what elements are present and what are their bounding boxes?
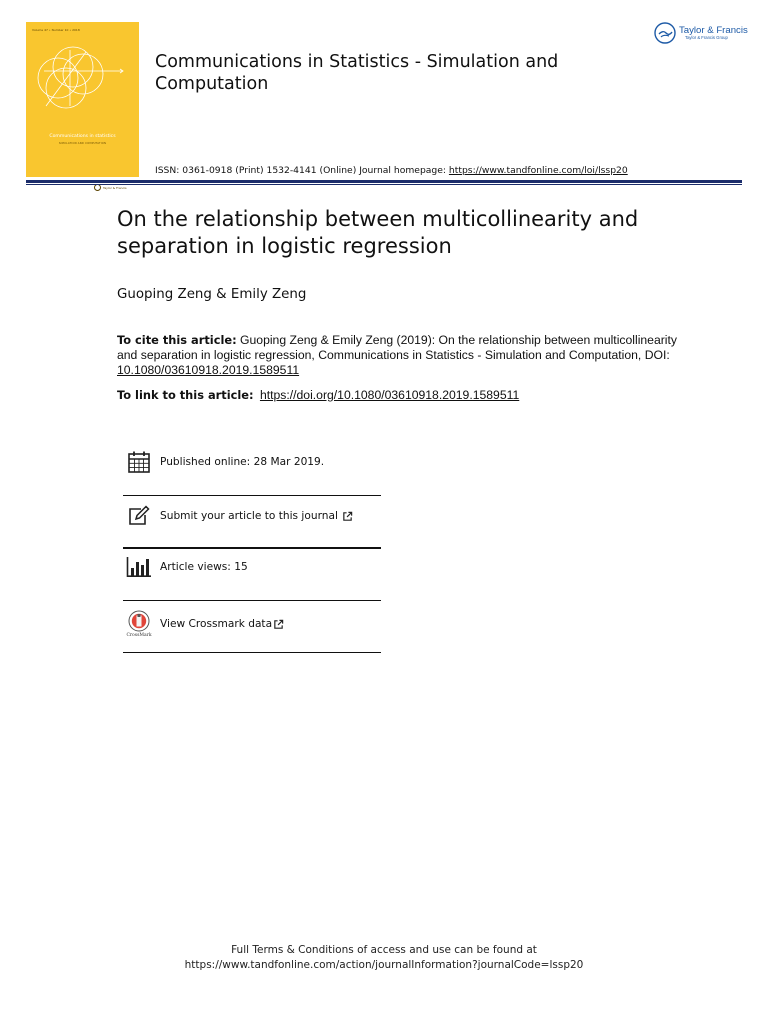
header-divider-thin [26,184,742,185]
info-divider-1 [123,495,381,496]
crossmark-icon [126,609,152,639]
info-divider-3 [123,600,381,601]
calendar-icon [126,449,152,475]
citation-block [117,333,677,378]
article-doi-link[interactable]: https://doi.org/10.1080/03610918.2019.1589511 [259,388,520,402]
footer-terms-link[interactable]: https://www.tandfonline.com/action/journalInformation?journalCode=lssp20 [184,959,584,971]
header-divider [26,180,742,183]
cite-doi-link[interactable]: 10.1080/03610918.2019.1589511 [117,363,300,377]
journal-title: Communications in Statistics - Simulation and Computation [155,52,559,94]
publisher-group: Taylor & Francis Group [685,35,728,41]
crossmark-link[interactable]: View Crossmark data [160,618,273,630]
submit-article-item[interactable] [123,503,381,529]
journal-homepage-link[interactable]: https://www.tandfonline.com/loi/lssp20 [448,165,628,176]
published-online-text: Published online: 28 Mar 2019. [160,456,325,468]
link-label: To link to this article: [117,388,254,402]
cite-text: Guoping Zeng & Emily Zeng (2019): On the relationship between multicollinearity and separation in logistic regression, Communications in Statistics - Simulation and Computation, DOI: [117,333,677,362]
bar-chart-icon [126,554,152,580]
article-views-item [123,554,381,580]
cite-label: To cite this article: [117,333,237,347]
cover-title: Communications in statistics [49,134,116,139]
crossmark-item[interactable] [123,609,381,639]
footer [0,943,768,973]
edit-icon [126,503,152,529]
article-link-line [117,388,519,402]
published-online-item [123,449,381,475]
cover-subtitle: SIMULATION AND COMPUTATION [58,142,107,145]
footer-terms-text: Full Terms & Conditions of access and use can be found at [231,944,537,956]
cover-publisher-logo [94,184,127,191]
cover-publisher-name: Taylor & Francis [103,185,127,190]
crossmark-badge-text: CrossMark [126,633,152,638]
journal-cover-image [26,22,139,190]
publisher-name: Taylor & Francis [679,24,748,36]
external-link-icon [342,511,353,522]
issn-text: ISSN: 0361-0918 (Print) 1532-4141 (Online) Journal homepage: [155,165,449,176]
external-link-icon [273,619,284,630]
article-authors: Guoping Zeng & Emily Zeng [117,287,307,302]
submit-article-link[interactable]: Submit your article to this journal [160,510,338,522]
cover-logo-icon [94,184,101,191]
article-title: On the relationship between multicollinearity and separation in logistic regression [117,207,639,258]
publisher-logo-icon [654,22,676,44]
issn-line [155,165,628,176]
article-views-text: Article views: 15 [160,561,248,573]
publisher-logo[interactable] [654,22,748,44]
cover-volume-line: Volume 47 • Number 10 • 2018 [32,28,80,32]
cover-circles-graphic [26,22,139,177]
info-divider-4 [123,652,381,653]
info-divider-2 [123,547,381,549]
